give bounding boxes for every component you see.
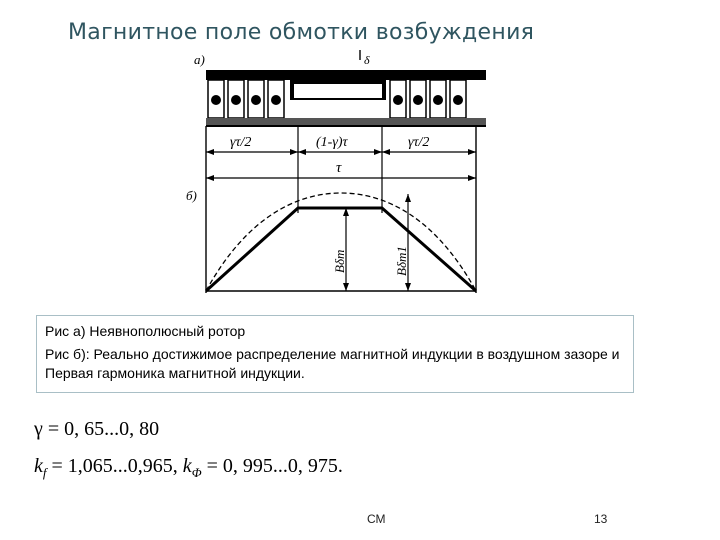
rotor-core [206, 70, 486, 80]
trapezoid-distribution [206, 208, 476, 291]
figure-label-b: б) [186, 188, 197, 203]
amplitude-left-label: Bδm [332, 249, 347, 273]
kphi-sub: Φ [191, 465, 202, 480]
page-number: 13 [594, 512, 608, 526]
gamma-value: = 0, 65...0, 80 [47, 418, 160, 440]
dim-total-label: τ [336, 160, 342, 176]
gamma-formula [34, 418, 159, 441]
kphi-symbol: k [182, 455, 192, 477]
dim-middle-label: (1-γ)τ [316, 135, 348, 150]
gamma-symbol: γ [34, 418, 43, 440]
dim-right-label: γτ/2 [408, 135, 430, 150]
rotor-slots [208, 80, 466, 118]
slide-title: Магнитное поле обмотки возбуждения [68, 20, 535, 45]
rotor-hatch [206, 118, 486, 126]
figure-label-a: а) [194, 52, 205, 67]
dim-left-label: γτ/2 [230, 135, 252, 150]
footer-label: СМ [367, 512, 386, 526]
rotor-field-figure [186, 48, 496, 312]
k-formula [34, 455, 343, 481]
amplitude-right-label: Bδm1 [394, 246, 409, 276]
caption-box [36, 315, 634, 393]
kf-symbol: k [34, 455, 43, 477]
kf-value: = 1,065...0,965, [51, 455, 178, 477]
kf-sub: f [42, 465, 47, 480]
caption-line-b: Рис б): Реально достижимое распределение магнитной индукции в воздушном зазоре и Первая гармоника магнитной индукции. [45, 346, 620, 381]
kphi-value: = 0, 995...0, 975. [206, 455, 343, 477]
delta-label: δ [364, 53, 370, 67]
caption-line-a: Рис а) Неявнополюсный ротор [45, 323, 246, 339]
